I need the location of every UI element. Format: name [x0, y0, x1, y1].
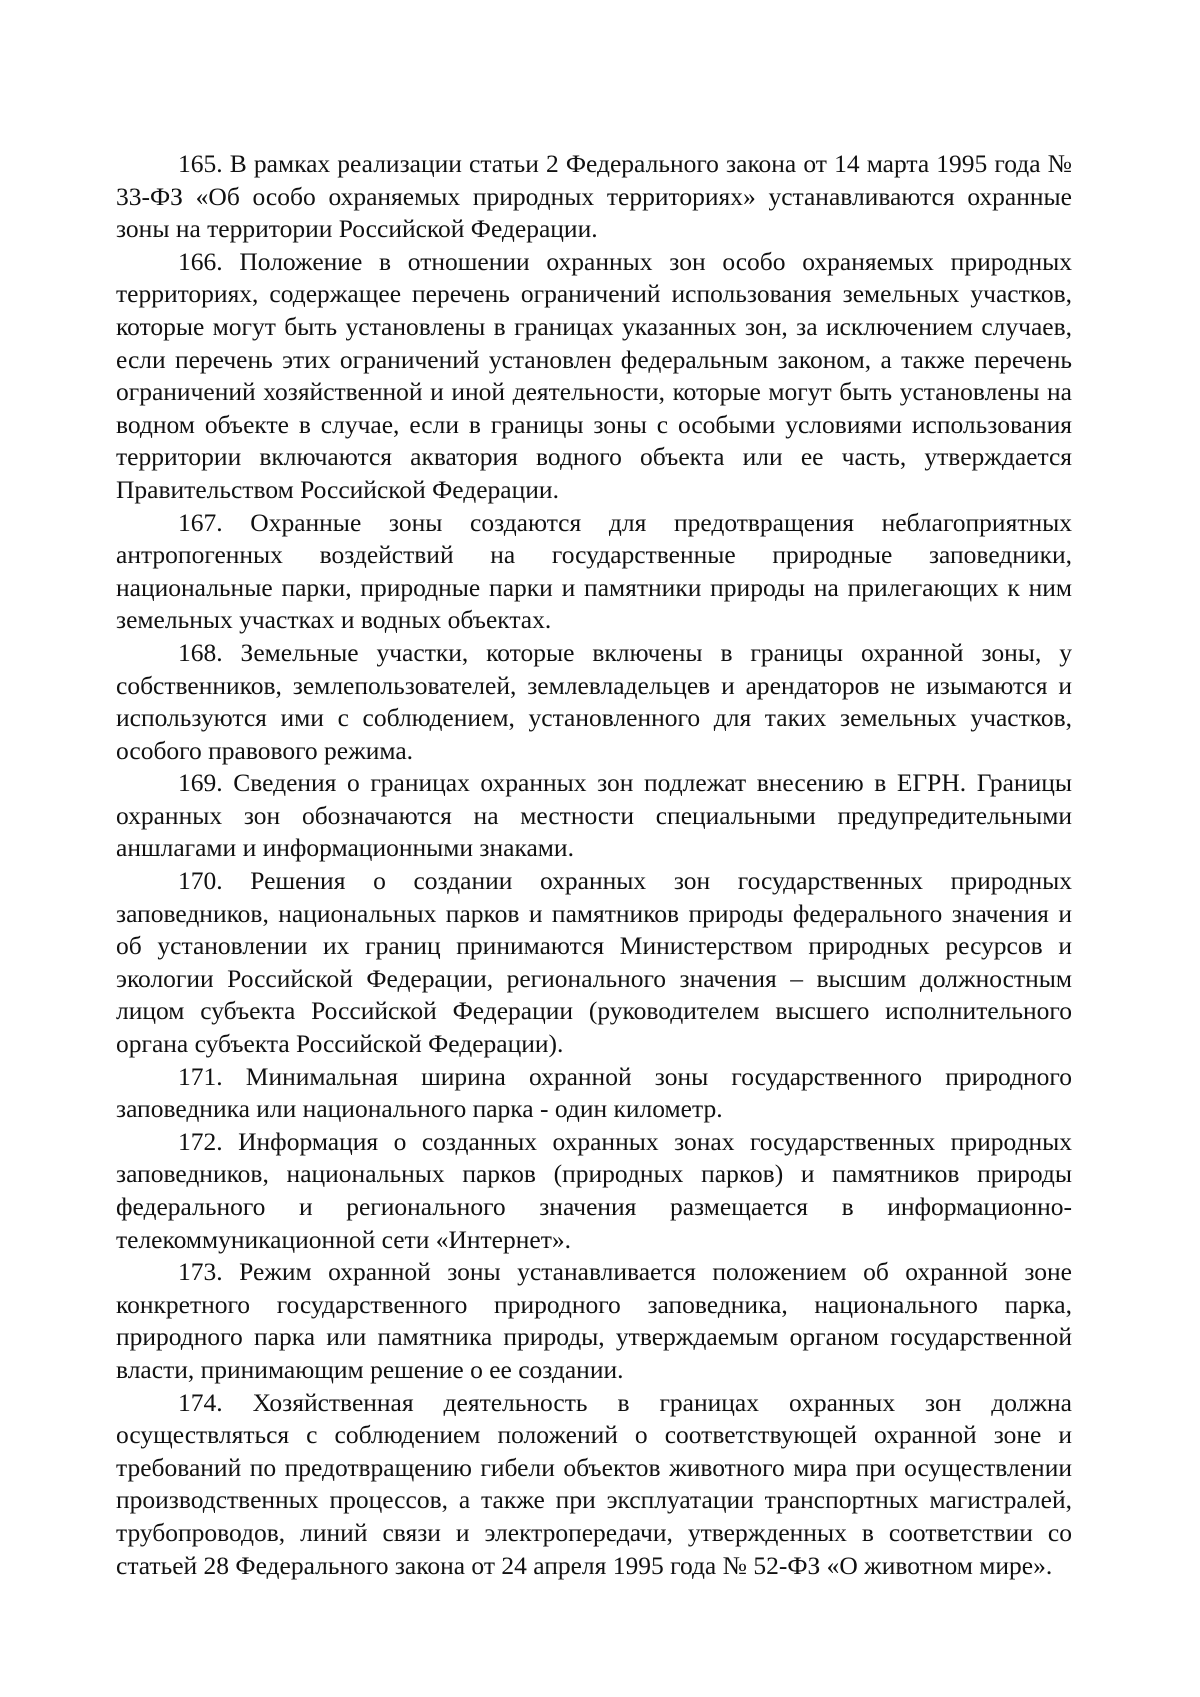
paragraph-172: 172. Информация о созданных охранных зонах государственных природных заповедников, национальных парков (природных парков) и памятников природы федерального и регионального значения размещается в информационно-телекоммуникационной сети «Интернет». [116, 1126, 1072, 1254]
paragraph-174: 174. Хозяйственная деятельность в границах охранных зон должна осуществляться с соблюдением положений о соответствующей охранной зоне и требований по предотвращению гибели объектов животного мира при осуществлении производственных процессов, а также при эксплуатации транспортных магистралей, трубопроводов, линий связи и электропередачи, утвержденных в соответствии со статьей 28 Федерального закона от 24 апреля 1995 года № 52-ФЗ «О животном мире». [116, 1387, 1072, 1580]
paragraph-173: 173. Режим охранной зоны устанавливается положением об охранной зоне конкретного государственного природного заповедника, национального парка, природного парка или памятника природы, утверждаемым органом государственной власти, принимающим решение о ее создании. [116, 1257, 1072, 1384]
paragraph-170: 170. Решения о создании охранных зон государственных природных заповедников, национальных парков и памятников природы федерального значения и об установлении их границ принимаются Министерством природных ресурсов и экологии Российской Федерации, регионального значения – высшим должностным лицом субъекта Российской Федерации (руководителем высшего исполнительного органа субъекта Российской Федерации). [116, 866, 1072, 1059]
document-body [116, 148, 1072, 1582]
paragraph-166: 166. Положение в отношении охранных зон особо охраняемых природных территориях, содержащее перечень ограничений использования земельных участков, которые могут быть установлены в границах указанных зон, за исключением случаев, если перечень этих ограничений установлен федеральным законом, а также перечень ограничений хозяйственной и иной деятельности, которые могут быть установлены на водном объекте в случае, если в границы зоны с особыми условиями использования территории включаются акватория водного объекта или ее часть, утверждается Правительством Российской Федерации. [116, 246, 1072, 504]
paragraph-165: 165. В рамках реализации статьи 2 Федерального закона от 14 марта 1995 года № 33-ФЗ «Об особо охраняемых природных территориях» устанавливаются охранные зоны на территории Российской Федерации. [116, 149, 1072, 244]
paragraph-169: 169. Сведения о границах охранных зон подлежат внесению в ЕГРН. Границы охранных зон обозначаются на местности специальными предупредительными аншлагами и информационными знаками. [116, 768, 1072, 863]
paragraph-167: 167. Охранные зоны создаются для предотвращения неблагоприятных антропогенных воздействий на государственные природные заповедники, национальные парки, природные парки и памятники природы на прилегающих к ним земельных участках и водных объектах. [116, 507, 1072, 635]
paragraph-171: 171. Минимальная ширина охранной зоны государственного природного заповедника или национального парка - один километр. [116, 1061, 1072, 1124]
paragraph-168: 168. Земельные участки, которые включены в границы охранной зоны, у собственников, землепользователей, землевладельцев и арендаторов не изымаются и используются ими с соблюдением, установленного для таких земельных участков, особого правового режима. [116, 637, 1072, 765]
